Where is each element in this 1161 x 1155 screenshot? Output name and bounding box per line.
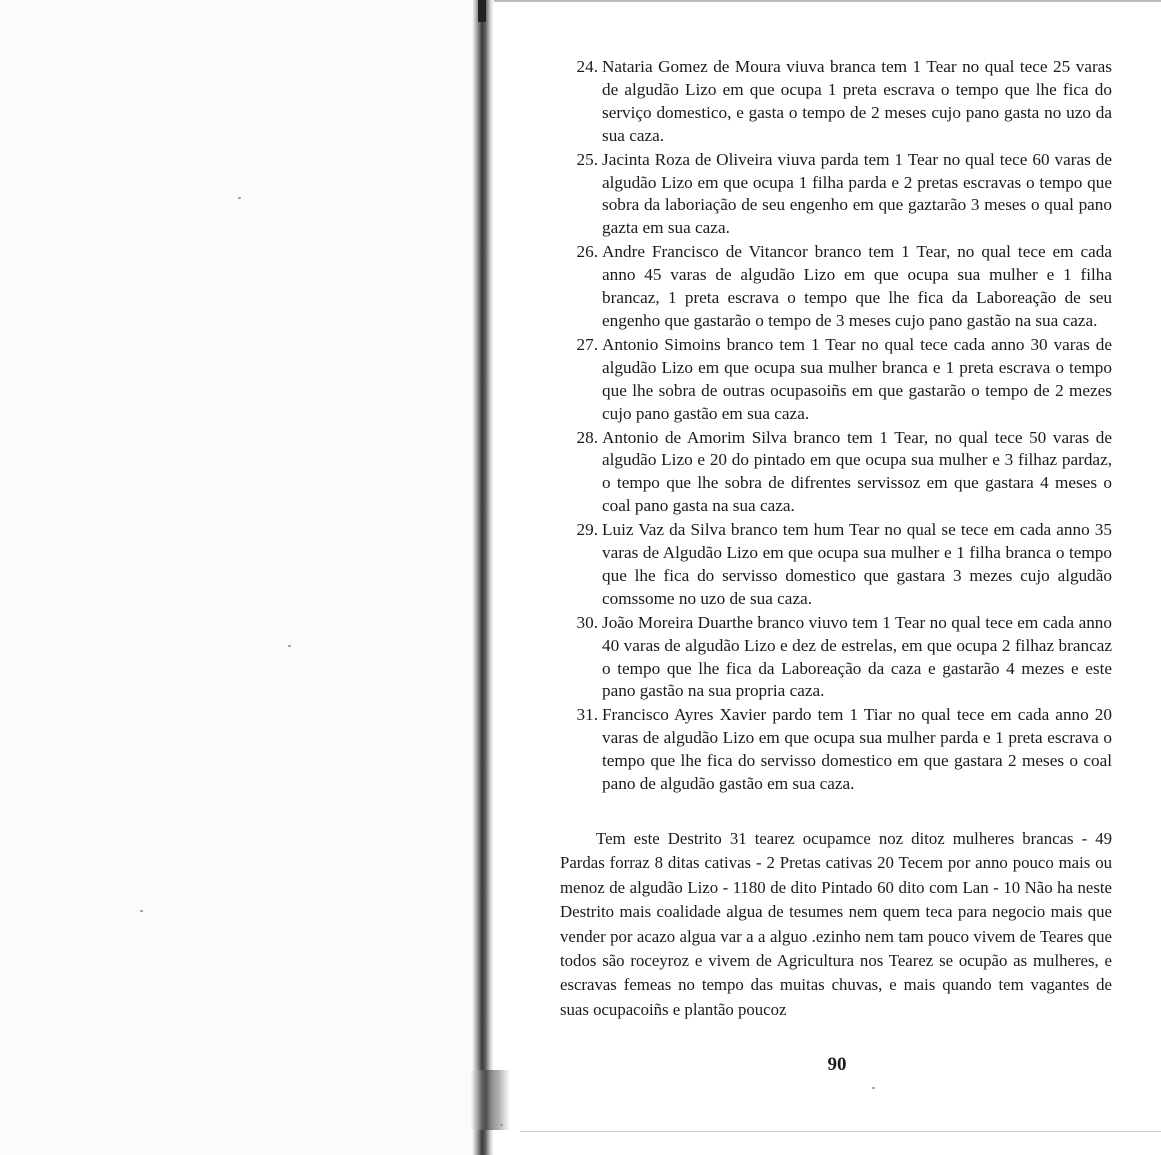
page-bottom-edge	[520, 1131, 1161, 1132]
entry-text: Andre Francisco de Vitancor branco tem 1 Tear, no qual tece em cada anno 45 varas de algudão Lizo em que ocupa sua mulher e 1 filha brancaz, 1 preta escrava o tempo que lhe fica da Laboreação de seu engenho que gastarão o tempo de 3 meses cujo pano gastão na sua caza.	[602, 242, 1112, 330]
entry-number: 27.	[576, 334, 598, 354]
entry-item	[560, 519, 1112, 611]
entry-text: Francisco Ayres Xavier pardo tem 1 Tiar no qual tece em cada anno 20 varas de algudão Lizo em que ocupa sua mulher parda e 1 preta escrava o tempo que lhe fica do servisso domestico em que gastara 2 meses o coal pano de algudão gastão em sua caza.	[602, 705, 1112, 794]
entry-text: Luiz Vaz da Silva branco tem hum Tear no qual se tece em cada anno 35 varas de Algudão Lizo em que ocupa sua mulher e 1 filha branca o tempo que lhe fica do servisso domestico que gastara 3 mezes cujo algudão comssome no uzo de sua caza.	[602, 520, 1112, 608]
entry-number: 31.	[576, 705, 598, 725]
entry-item	[560, 427, 1112, 519]
entry-item	[560, 241, 1112, 333]
entry-number: 29.	[576, 520, 598, 540]
entry-item	[560, 334, 1112, 426]
entry-item	[560, 56, 1112, 148]
entry-text: Nataria Gomez de Moura viuva branca tem 1 Tear no qual tece 25 varas de algudão Lizo em que ocupa 1 preta escrava o tempo que lhe fica do serviço domestico, e gasta o tempo de 2 meses cujo pano gasta no uzo da sua caza.	[602, 57, 1112, 145]
entry-item	[560, 704, 1112, 796]
summary-paragraph: Tem este Destrito 31 tearez ocupamce noz ditoz mulheres brancas - 49 Pardas forraz 8 ditas cativas - 2 Pretas cativas 20 Tecem por anno pouco mais ou menoz de algudão Lizo - 1180 de dito Pintado 60 dito com Lan - 10 Não ha neste Destrito mais coalidade algua de tesumes nem quem teca para negocio mais que vender por acazo algua var a a alguo .ezinho nem tam pouco vivem de Teares que todos são roceyroz e vivem de Agricultura nos Tearez se ocupão as mulheres, e escravas femeas no tempo das muitas chuvas, e mais quando tem vagantes de suas ocupacoiñs e plantão poucoz	[560, 829, 1112, 1019]
entry-number: 30.	[576, 612, 598, 632]
entry-text: Antonio de Amorim Silva branco tem 1 Tear, no qual tece 50 varas de algudão Lizo e 20 do pintado em que ocupa sua mulher e 3 filhaz pardaz, o tempo que lhe sobra de difrentes servissoz em que gastara 4 meses o coal pano gasta na sua caza.	[602, 427, 1112, 516]
entry-text: Antonio Simoins branco tem 1 Tear no qual tece cada anno 30 varas de algudão Lizo em que ocupa sua mulher branca e 1 preta escrava o tempo que lhe sobra de outras ocupasoiñs em que gastarão o tempo de 2 mezes cujo pano gastão em sua caza.	[602, 334, 1112, 423]
left-page-blank	[0, 0, 478, 1155]
entry-item	[560, 612, 1112, 704]
entry-text: João Moreira Duarthe branco viuvo tem 1 Tear no qual tece em cada anno 40 varas de algudão Lizo e dez de estrelas, em que ocupa 2 filhaz brancaz o tempo que lhe fica da Laboreação da caza e gastarão 4 mezes e este pano gastão na sua propria caza.	[602, 612, 1112, 701]
entry-item	[560, 149, 1112, 241]
gutter-bottom-shadow	[470, 1070, 510, 1130]
scan-speck	[238, 197, 241, 199]
entry-number: 26.	[576, 242, 598, 262]
page-content	[560, 56, 1112, 1039]
entry-text: Jacinta Roza de Oliveira viuva parda tem 1 Tear no qual tece 60 varas de algudão Lizo em que ocupa 1 filha parda e 2 pretas escravas o tempo que sobra da laboriação de seu engenho em que gaztarão 3 meses o qual pano gazta em sua caza.	[602, 149, 1112, 238]
entry-number: 28.	[576, 427, 598, 447]
page-number: 90	[827, 1054, 847, 1075]
scan-speck	[500, 1124, 503, 1126]
page-top-edge	[494, 0, 1161, 2]
scan-speck	[140, 910, 143, 912]
gutter-top-shadow	[478, 0, 486, 22]
entry-number: 24.	[576, 57, 598, 76]
entry-number: 25.	[576, 149, 598, 169]
scan-speck	[288, 645, 291, 647]
book-gutter	[472, 0, 494, 1155]
scan-speck	[872, 1087, 875, 1089]
